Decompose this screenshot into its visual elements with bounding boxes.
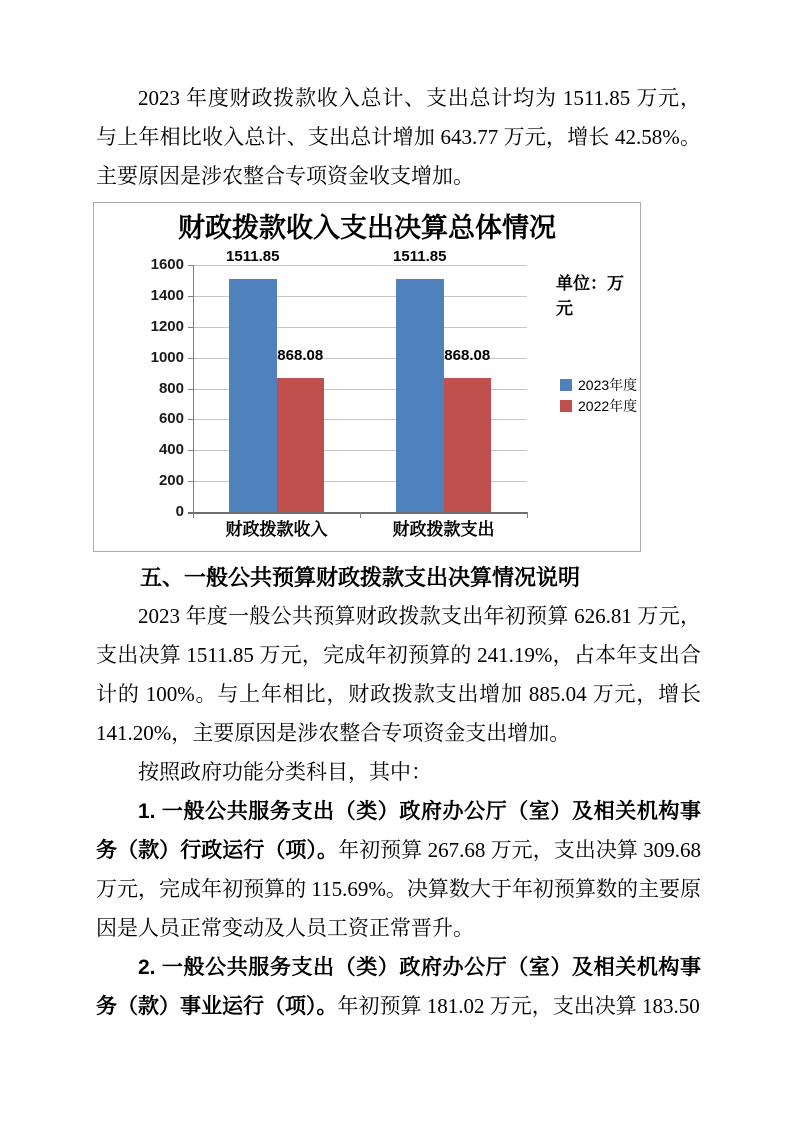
chart-title: 财政拨款收入支出决算总体情况 bbox=[178, 213, 556, 243]
x-axis-tick bbox=[193, 512, 194, 518]
y-tick-label: 200 bbox=[158, 472, 184, 490]
y-tick-label: 600 bbox=[158, 410, 184, 428]
x-category-label: 财政拨款支出 bbox=[392, 520, 495, 539]
legend-swatch-icon bbox=[560, 379, 572, 391]
legend-item bbox=[560, 377, 637, 393]
x-axis-tick bbox=[360, 512, 361, 518]
y-tick-label: 1600 bbox=[150, 256, 184, 273]
bar-value-label: 1511.85 bbox=[226, 247, 280, 265]
chart-bar bbox=[229, 279, 277, 512]
paragraph-overview: 2023 年度财政拨款收入总计、支出总计均为 1511.85 万元，与上年相比收入总计、支出总计增加 643.77 万元，增长 42.58%。主要原因是涉农整合专项资金收支增加。 bbox=[96, 86, 701, 188]
chart-bar bbox=[396, 279, 444, 512]
legend-label: 2022年度 bbox=[578, 398, 638, 414]
y-tick-label: 1200 bbox=[150, 317, 184, 335]
y-tick-label: 1400 bbox=[150, 286, 184, 304]
y-tick-label: 400 bbox=[158, 441, 184, 459]
x-axis-line bbox=[188, 512, 527, 514]
y-axis-line bbox=[193, 265, 194, 512]
section-heading: 五、一般公共预算财政拨款支出决算情况说明 bbox=[140, 565, 581, 590]
chart-gridline bbox=[193, 265, 527, 266]
bar-value-label: 1511.85 bbox=[393, 247, 447, 265]
legend-label: 2023年度 bbox=[578, 377, 638, 393]
paragraph-classification: 按照政府功能分类科目，其中： bbox=[138, 760, 432, 784]
chart-unit-label: 单位：万元 bbox=[556, 274, 624, 318]
bar-value-label: 868.08 bbox=[444, 346, 491, 364]
x-category-label: 财政拨款收入 bbox=[225, 520, 328, 539]
y-tick-label: 1000 bbox=[150, 348, 184, 366]
item-2-lead: 2. 一般公共服务支出（类）政府办公厅（室）及相关机构事务（款）事业运行（项）。 bbox=[96, 956, 701, 1018]
y-tick-label: 0 bbox=[175, 503, 184, 520]
item-1-lead: 1. 一般公共服务支出（类）政府办公厅（室）及相关机构事务（款）行政运行（项）。 bbox=[96, 800, 701, 862]
paragraph-item-2 bbox=[96, 948, 701, 1026]
x-axis-tick bbox=[527, 512, 528, 518]
chart-legend bbox=[560, 377, 637, 419]
bar-value-label: 868.08 bbox=[277, 346, 324, 364]
y-tick-label: 800 bbox=[158, 379, 184, 397]
item-1-body: 年初预算 267.68 万元，支出决算 309.68 万元，完成年初预算的 115.69%。决算数大于年初预算数的主要原因是人员正常变动及人员工资正常晋升。 bbox=[96, 838, 702, 940]
chart-bar bbox=[444, 378, 492, 512]
paragraph-expenditure: 2023 年度一般公共预算财政拨款支出年初预算 626.81 万元，支出决算 1511.85 万元，完成年初预算的 241.19%，占本年支出合计的 100%。与上年相比，财政拨款支出增加 885.04 万元，增长 141.20%，主要原因是涉农整合专项资金支出增加。 bbox=[96, 604, 701, 745]
legend-swatch-icon bbox=[560, 400, 572, 412]
chart-bar bbox=[277, 378, 325, 512]
fiscal-chart bbox=[93, 202, 641, 552]
paragraph-item-1 bbox=[96, 792, 701, 948]
item-2-body: 年初预算 181.02 万元，支出决算 183.50 bbox=[337, 994, 700, 1018]
legend-item bbox=[560, 398, 637, 414]
